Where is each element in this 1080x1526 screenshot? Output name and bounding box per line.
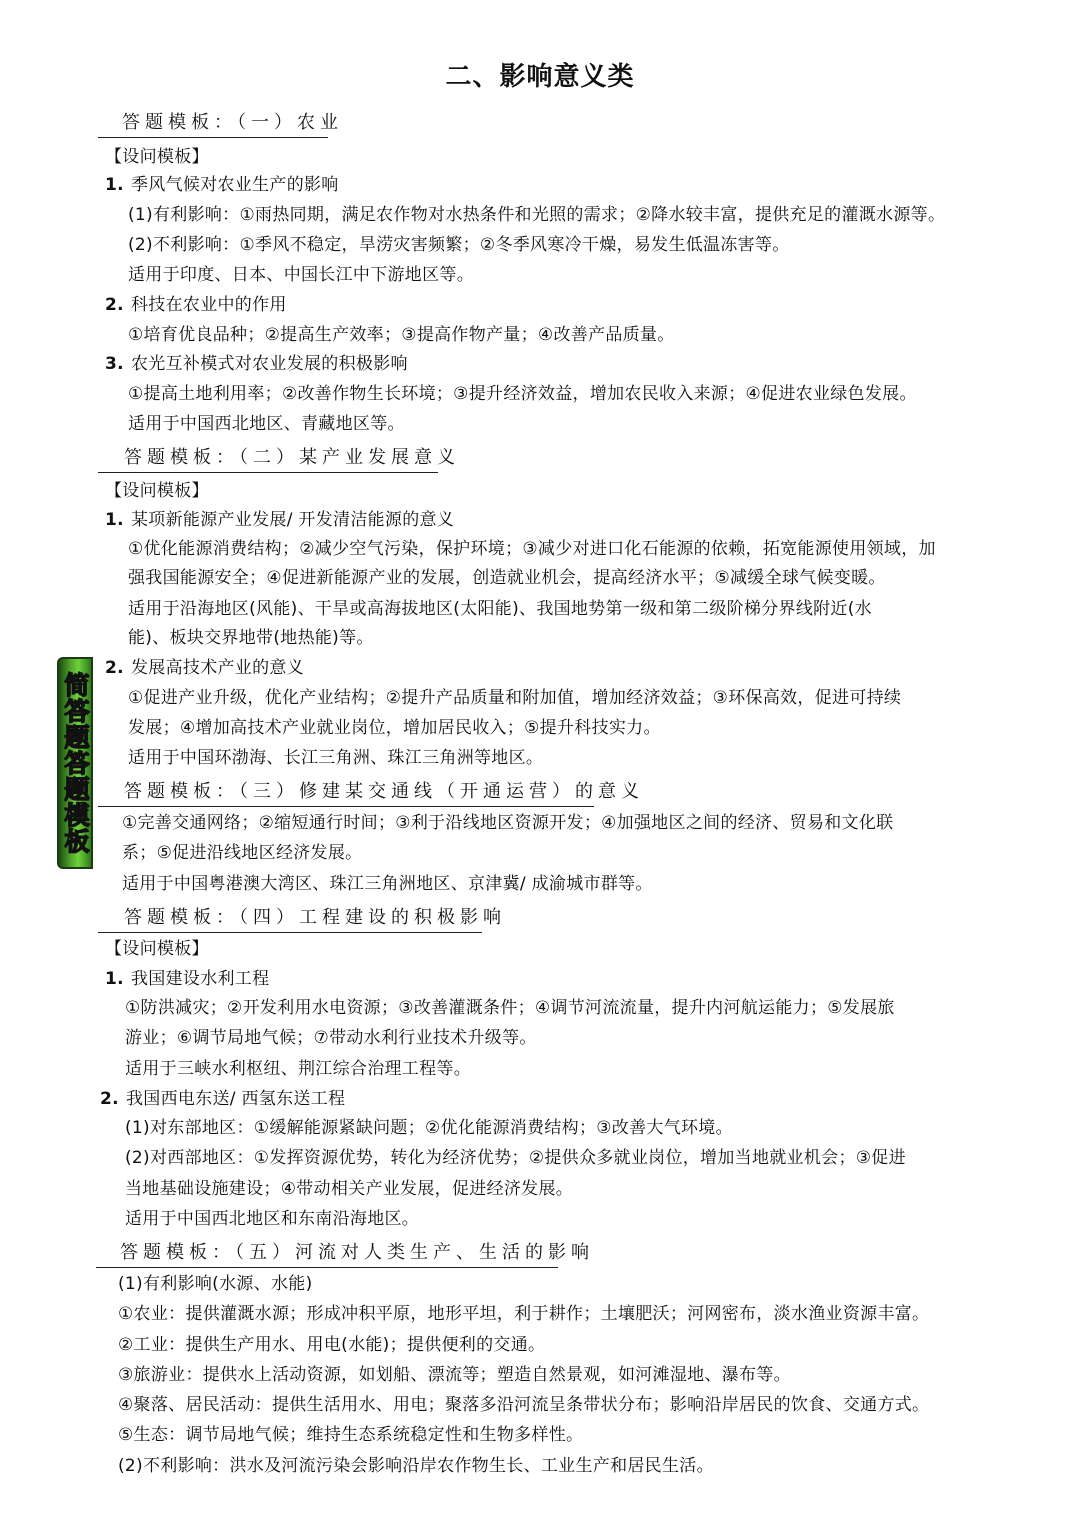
applicable-note: 适用于中国粤港澳大湾区、珠江三角洲地区、京津冀/ 成渝城市群等。 [122, 874, 653, 894]
page-title: 二、影响意义类 [445, 62, 635, 92]
answer-line: (2)不利影响：①季风不稳定，旱涝灾害频繁；②冬季风寒冷干燥，易发生低温冻害等。 [128, 235, 790, 255]
item-number: 2. [100, 1089, 119, 1109]
question-item [105, 290, 287, 320]
section-underline [98, 806, 594, 807]
answer-line: ①促进产业升级，优化产业结构；②提升产品质量和附加值，增加经济效益；③环保高效，促进可持续 [128, 688, 902, 708]
answer-line: ①农业：提供灌溉水源；形成冲积平原，地形平坦，利于耕作；土壤肥沃；河网密布，淡水渔业资源丰富。 [118, 1304, 930, 1324]
item-text: 我国建设水利工程 [131, 969, 270, 989]
question-item [105, 349, 408, 379]
question-item [100, 1084, 345, 1114]
section-underline [96, 1267, 558, 1268]
answer-line: (2)对西部地区：①发挥资源优势，转化为经济优势；②提供众多就业岗位，增加当地就业机会；③促进 [125, 1148, 906, 1168]
side-tab-label: 简答题答题模板 [61, 672, 90, 854]
applicable-note: 适用于中国西北地区、青藏地区等。 [128, 414, 405, 434]
item-number: 1. [105, 175, 124, 195]
answer-line: 系；⑤促进沿线地区经济发展。 [122, 843, 363, 863]
section-underline [98, 137, 328, 138]
answer-line: ①防洪减灾；②开发利用水电资源；③改善灌溉条件；④调节河流流量，提升内河航运能力；⑤发展旅 [125, 998, 895, 1018]
question-item [105, 964, 269, 994]
answer-line: 游业；⑥调节局地气候；⑦带动水利行业技术升级等。 [125, 1028, 537, 1048]
answer-line: (1)有利影响：①雨热同期，满足农作物对水热条件和光照的需求；②降水较丰富，提供充足的灌溉水源等。 [128, 205, 946, 225]
answer-line: ①提高土地利用率；②改善作物生长环境；③提升经济效益，增加农民收入来源；④促进农业绿色发展。 [128, 384, 917, 404]
section-underline [98, 472, 438, 473]
answer-line: ⑤生态：调节局地气候；维持生态系统稳定性和生物多样性。 [118, 1425, 584, 1445]
section-heading-engineering: 答题模板：（四）工程建设的积极影响 [124, 907, 506, 928]
section-heading-transport: 答题模板：（三）修建某交通线（开通运营）的意义 [124, 781, 644, 802]
question-item [105, 653, 304, 683]
applicable-note: 适用于中国西北地区和东南沿海地区。 [125, 1209, 420, 1229]
applicable-note: 适用于沿海地区(风能)、干旱或高海拔地区(太阳能)、我国地势第一级和第二级阶梯分界线附近(水 [128, 599, 872, 619]
answer-line: (2)不利影响：洪水及河流污染会影响沿岸农作物生长、工业生产和居民生活。 [118, 1456, 714, 1476]
section-underline [98, 932, 482, 933]
applicable-note: 能)、板块交界地带(地热能)等。 [128, 628, 374, 648]
applicable-note: 适用于中国环渤海、长江三角洲、珠江三角洲等地区。 [128, 748, 544, 768]
answer-line: ①优化能源消费结构；②减少空气污染，保护环境；③减少对进口化石能源的依赖，拓宽能源使用领域，加 [128, 539, 936, 559]
question-template-tag: 【设问模板】 [105, 147, 209, 167]
answer-line: 强我国能源安全；④促进新能源产业的发展，创造就业机会，提高经济水平；⑤减缓全球气候变暖。 [128, 568, 886, 588]
answer-line: (1)对东部地区：①缓解能源紧缺问题；②优化能源消费结构；③改善大气环境。 [125, 1118, 733, 1138]
item-text: 季风气候对农业生产的影响 [131, 175, 339, 195]
item-number: 1. [105, 510, 124, 530]
answer-line: ①完善交通网络；②缩短通行时间；③利于沿线地区资源开发；④加强地区之间的经济、贸易和文化联 [122, 813, 894, 833]
item-number: 3. [105, 354, 124, 374]
question-item [105, 505, 454, 535]
answer-line: (1)有利影响(水源、水能) [118, 1274, 313, 1294]
section-heading-industry: 答题模板：（二）某产业发展意义 [124, 447, 460, 468]
question-template-tag: 【设问模板】 [105, 939, 209, 959]
question-template-tag: 【设问模板】 [105, 481, 209, 501]
answer-line: 当地基础设施建设；④带动相关产业发展，促进经济发展。 [125, 1179, 574, 1199]
answer-line: ②工业：提供生产用水、用电(水能)；提供便利的交通。 [118, 1335, 546, 1355]
answer-line: ①培育优良品种；②提高生产效率；③提高作物产量；④改善产品质量。 [128, 325, 675, 345]
question-item [105, 170, 339, 200]
side-category-tab [57, 657, 93, 869]
item-number: 2. [105, 658, 124, 678]
answer-line: ④聚落、居民活动：提供生活用水、用电；聚落多沿河流呈条带状分布；影响沿岸居民的饮食、交通方式。 [118, 1395, 930, 1415]
answer-line: 发展；④增加高技术产业就业岗位，增加居民收入；⑤提升科技实力。 [128, 718, 661, 738]
item-text: 我国西电东送/ 西氢东送工程 [126, 1089, 346, 1109]
applicable-note: 适用于三峡水利枢纽、荆江综合治理工程等。 [125, 1059, 471, 1079]
item-text: 农光互补模式对农业发展的积极影响 [131, 354, 408, 374]
answer-line: ③旅游业：提供水上活动资源，如划船、漂流等；塑造自然景观，如河滩湿地、瀑布等。 [118, 1365, 791, 1385]
section-heading-agriculture: 答题模板：（一）农业 [122, 112, 343, 133]
item-text: 某项新能源产业发展/ 开发清洁能源的意义 [131, 510, 455, 530]
item-number: 2. [105, 295, 124, 315]
item-number: 1. [105, 969, 124, 989]
section-heading-river: 答题模板：（五）河流对人类生产、生活的影响 [120, 1242, 594, 1263]
applicable-note: 适用于印度、日本、中国长江中下游地区等。 [128, 265, 474, 285]
item-text: 科技在农业中的作用 [131, 295, 287, 315]
item-text: 发展高技术产业的意义 [131, 658, 304, 678]
